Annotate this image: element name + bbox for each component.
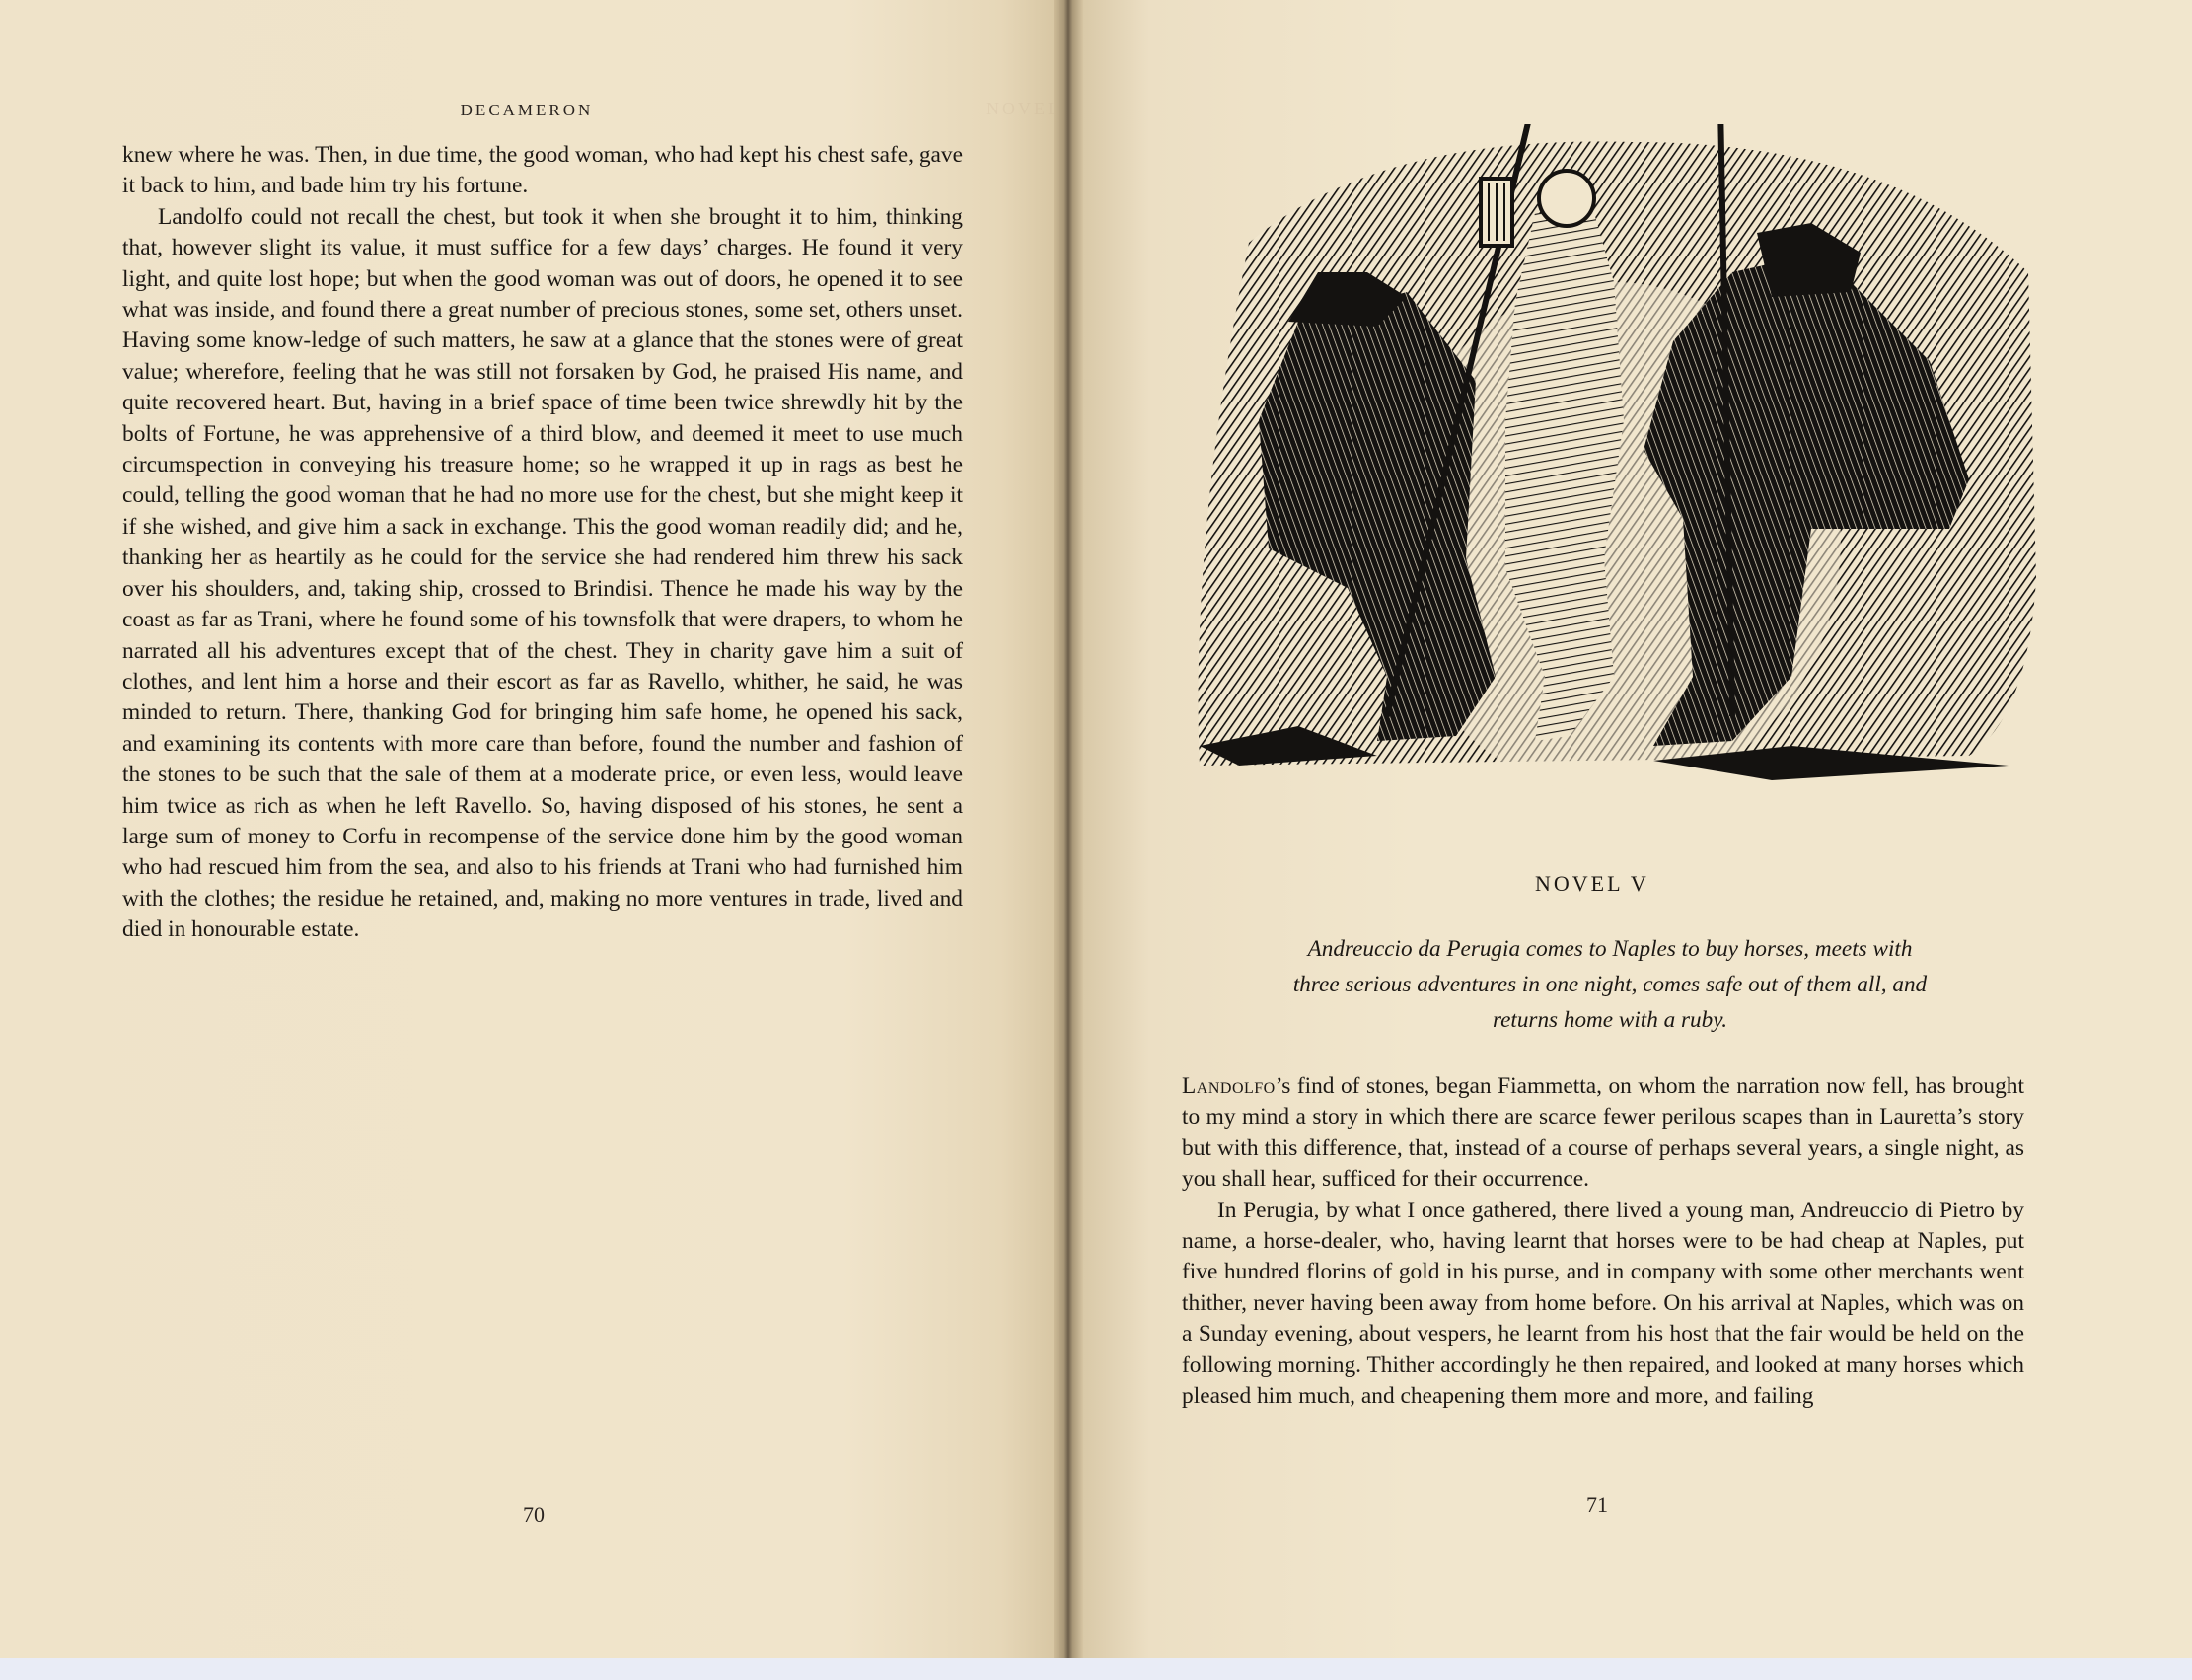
prisoner-head bbox=[1539, 171, 1594, 226]
paragraph bbox=[1182, 1071, 2024, 1196]
show-through-running-head: NOVEL IV bbox=[986, 99, 1093, 118]
paragraph: In Perugia, by what I once gathered, there lived a young man, Andreuccio di Pietro by name, a horse-dealer, who, having learnt that horses were to be had cheap at Naples, put five hundred florins of gold in his purse, and in company with some other merchants went thither, never having been away from home before. On his arrival at Naples, which was on a Sunday evening, about vespers, he learnt from his host that the fair would be held on the following morning. Thither accordingly he then repaired, and looked at many horses which pleased him much, and cheapening them more and more, and failing bbox=[1182, 1197, 2024, 1410]
page-number: 71 bbox=[1586, 1493, 1608, 1517]
opening-word: Landolfo bbox=[1182, 1073, 1276, 1099]
argument-line: three serious adventures in one night, comes safe out of them all, and bbox=[1292, 972, 1928, 997]
woodcut-illustration bbox=[1180, 124, 2048, 805]
page-number: 70 bbox=[523, 1502, 545, 1527]
paragraph: Landolfo could not recall the chest, but took it when she brought it to him, thinking that, however slight its value, it must suffice for a few days’ charges. He found it very light, and quite lost hope; but when the good woman was out of doors, he opened it to see what was inside, and found there a great number of precious stones, some set, others unset. Having some know-ledge of such matters, he saw at a glance that the stones were of great value; wherefore, feeling that he was still not forsaken by God, he praised His name, and quite recovered heart. But, having in a brief space of time been twice shrewdly hit by the bolts of Fortune, he was apprehensive of a third blow, and deemed it meet to use much circumspection in conveying his treasure home; so he wrapped it up in rags as best he could, telling the good woman that he had no more use for the chest, but she might keep it if she wished, and give him a sack in exchange. This the good woman readily did; and he, thanking her as heartily as he could for the service she had rendered him threw his sack over his shoulders, and, taking ship, crossed to Brindisi. Thence he made his way by the coast as far as Trani, where he found some of his townsfolk that were drapers, to whom he narrated all his adventures except that of the chest. They in charity gave him a suit of clothes, and lent him a horse and their escort as far as Ravello, whither, he said, he was minded to return. There, thanking God for bringing him safe home, he opened his sack, and examining its contents with more care than before, found the number and fashion of the stones to be such that the sale of them at a moderate price, or even less, would leave him twice as rich as when he left Ravello. So, having disposed of his stones, he sent a large sum of money to Corfu in recompense of the service done him by the good woman who had rescued him from the sea, and also to his friends at Trani who had furnished him with the clothes; the residue he retained, and, making no more ventures in trade, lived and died in honourable estate. bbox=[122, 203, 963, 943]
left-page bbox=[0, 0, 1093, 1658]
argument-line: returns home with a ruby. bbox=[1492, 1007, 1728, 1033]
book-gutter bbox=[1054, 0, 1083, 1658]
novel-heading: NOVEL V bbox=[1535, 871, 1649, 896]
paragraph-text: ’s find of stones, began Fiammetta, on whom the narration now fell, has brought to my mind a story in which there are scarce fewer perilous scapes than in Lauretta’s story but with this difference, that, instead of a course of perhaps several years, a single night, as you shall hear, sufficed for their occurrence. bbox=[1182, 1073, 2024, 1193]
chapter-argument bbox=[1215, 931, 2005, 1038]
running-head: DECAMERON bbox=[460, 101, 594, 119]
right-body-text bbox=[1182, 1071, 2024, 1412]
argument-line: Andreuccio da Perugia comes to Naples to buy horses, meets with bbox=[1307, 936, 1913, 962]
paragraph: knew where he was. Then, in due time, the good woman, who had kept his chest safe, gave it back to him, and bade him try his fortune. bbox=[122, 142, 963, 199]
left-body-text bbox=[122, 140, 963, 946]
